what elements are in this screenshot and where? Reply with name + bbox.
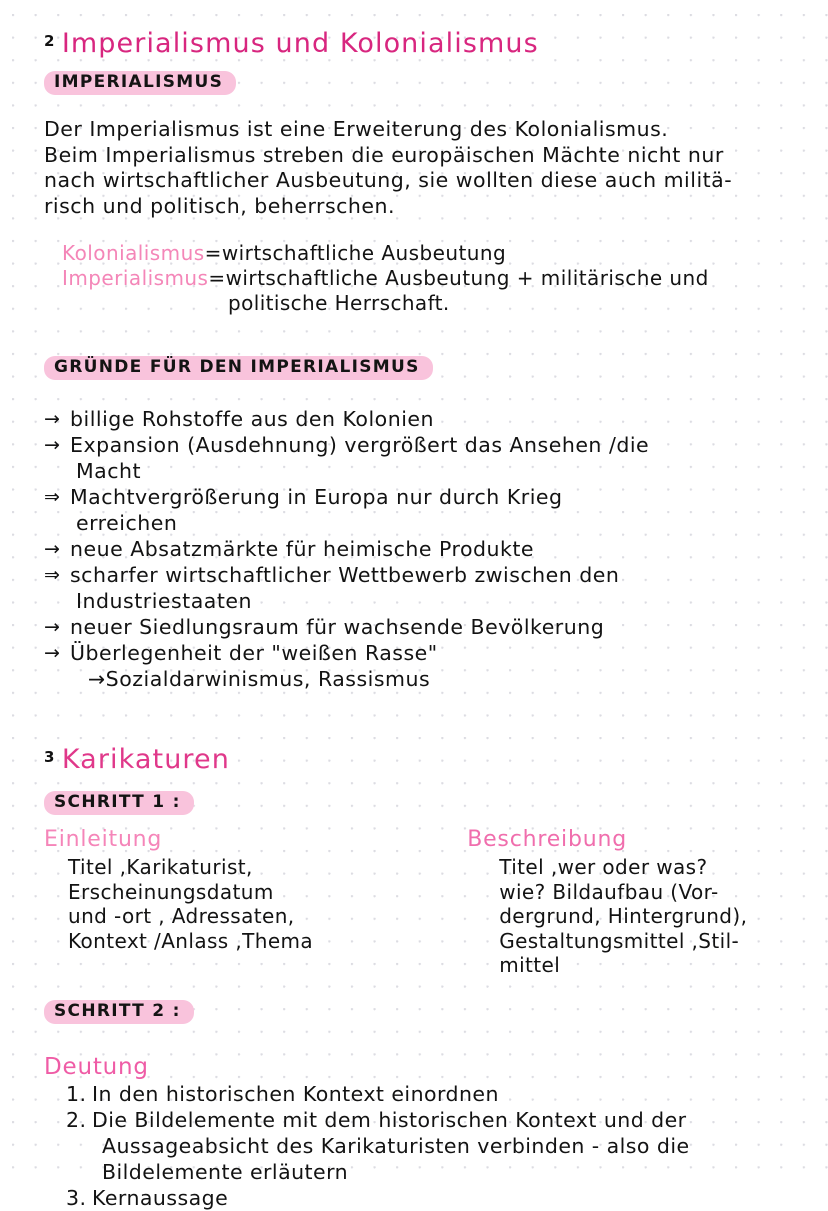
arrow-icon: → [44,642,61,665]
column-line: und -ort , Adressaten, [68,904,295,929]
arrow-icon: → [44,616,61,639]
header-imperialismus: IMPERIALISMUS [44,71,236,95]
definitions-block [62,241,792,316]
section-3-title [44,744,792,776]
column-einleitung [44,827,467,978]
column-line: Titel ,wer oder was? [499,855,708,880]
list-item-number: 3. [66,1185,87,1210]
paragraph-line: Der Imperialismus ist eine Erweiterung des Kolonialismus. [44,117,669,142]
list-item-continuation: Bildelemente erläutern [102,1159,349,1184]
definition-term: Imperialismus [62,266,209,291]
definition-equals: = [208,266,226,291]
header-imperialismus-wrap [44,71,792,95]
list-item [66,1185,792,1211]
section-3-number: 3 [44,748,55,767]
section-3-heading: Karikaturen [61,744,230,776]
column-line: Kontext /Anlass ,Thema [68,928,314,953]
list-item-continuation: Aussageabsicht des Karikaturisten verbinden - also die [102,1133,690,1158]
definition-term: Kolonialismus [62,241,205,266]
list-item-continuation: Macht [76,459,142,484]
column-beschreibung [467,827,792,978]
column-body-beschreibung [499,855,792,978]
sub-list-item: →Sozialdarwinismus, Rassismus [88,667,431,692]
header-gruende-fuer-den-imperialismus: GRÜNDE FÜR DEN IMPERIALISMUS [44,356,433,380]
list-item-text: Expansion (Ausdehnung) vergrößert das Ansehen /die [70,433,650,458]
double-arrow-icon: ⇒ [44,564,61,587]
header-schritt-1-wrap [44,791,792,815]
definition-meaning: wirtschaftliche Ausbeutung [221,241,507,266]
column-heading-einleitung: Einleitung [44,827,163,853]
list-item [44,536,792,562]
list-item-text: Die Bildelemente mit dem historischen Kontext und der [92,1107,687,1132]
definition-continuation: politische Herrschaft. [228,291,450,316]
list-item [44,484,792,510]
paragraph-line: nach wirtschaftlicher Ausbeutung, sie wollten diese auch militä- [44,168,733,193]
deutung-list [66,1081,792,1211]
list-item [44,406,792,432]
list-item-text: Machtvergrößerung in Europa nur durch Krieg [70,485,563,510]
section-2-number: 2 [44,32,55,50]
arrow-icon: → [44,408,61,431]
header-schritt-2: SCHRITT 2 : [44,1000,194,1024]
definition-row [62,266,792,291]
list-item-text: Überlegenheit der "weißen Rasse" [70,641,438,666]
column-line: Erscheinungsdatum [68,879,274,904]
list-item [44,614,792,640]
list-item [66,1081,792,1107]
list-item-text: In den historischen Kontext einordnen [92,1081,499,1106]
list-item-number: 2. [66,1107,87,1132]
column-line: Gestaltungsmittel ,Stil- [499,928,740,953]
list-item-text: Kernaussage [92,1185,229,1210]
heading-deutung: Deutung [44,1053,149,1080]
double-arrow-icon: ⇒ [44,486,61,509]
reasons-list [44,406,792,692]
definition-row [62,241,792,266]
header-schritt-1: SCHRITT 1 : [44,791,194,815]
paragraph-line: Beim Imperialismus streben die europäischen Mächte nicht nur [44,142,724,167]
list-item [44,562,792,588]
arrow-icon: → [44,538,61,561]
list-item [44,640,792,666]
column-line: dergrund, Hintergrund), [499,904,748,929]
list-item-text: billige Rohstoffe aus den Kolonien [70,407,434,432]
definition-meaning: wirtschaftliche Ausbeutung + militärische und [225,266,709,291]
section-2-title [44,30,792,57]
header-schritt-2-wrap [44,1000,792,1024]
column-line: Titel ,Karikaturist, [68,855,253,880]
column-body-einleitung [68,855,467,953]
list-item-continuation: Industriestaaten [76,589,252,614]
list-item-text: neuer Siedlungsraum für wachsende Bevölkerung [70,615,605,640]
list-item [66,1107,792,1133]
list-item [44,432,792,458]
definition-equals: = [204,241,222,266]
column-heading-beschreibung: Beschreibung [467,827,627,853]
schritt-1-columns [44,827,792,978]
arrow-icon: → [44,434,61,457]
list-item-text: scharfer wirtschaftlicher Wettbewerb zwischen den [70,563,620,588]
imperialismus-paragraph [44,117,792,219]
list-item-text: neue Absatzmärkte für heimische Produkte [70,537,535,562]
list-item-continuation: erreichen [76,511,178,536]
column-line: mittel [499,953,561,978]
header-gruende-wrap [44,356,792,380]
section-2-heading: Imperialismus und Kolonialismus [61,28,539,59]
column-line: wie? Bildaufbau (Vor- [499,879,719,904]
list-item-number: 1. [66,1081,87,1106]
paragraph-line: risch und politisch, beherrschen. [44,193,396,218]
